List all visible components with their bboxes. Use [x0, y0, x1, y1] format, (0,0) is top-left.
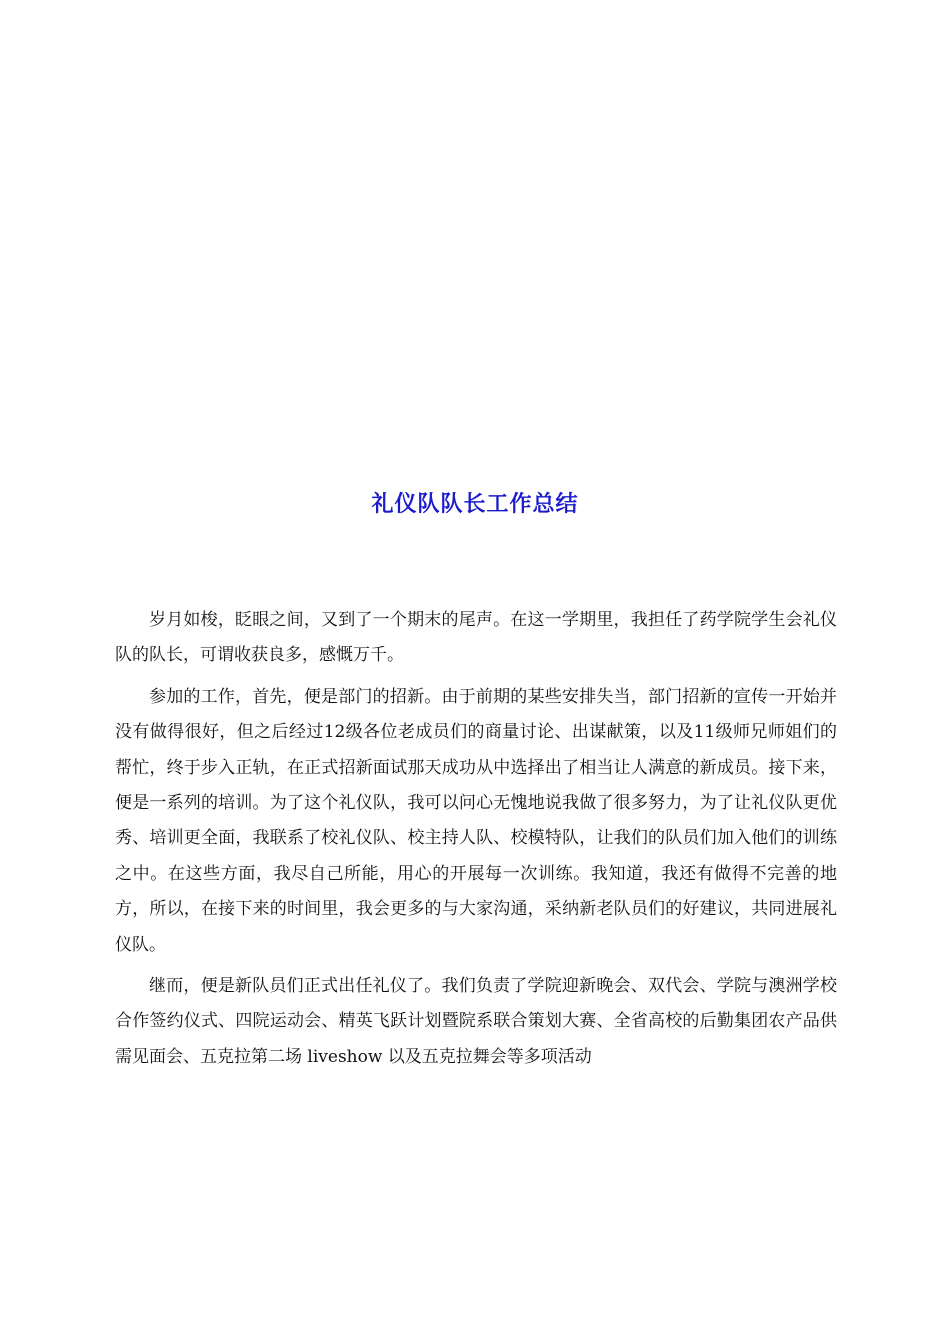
- paragraph-intro: 岁月如梭，眨眼之间，又到了一个期末的尾声。在这一学期里，我担任了药学院学生会礼仪队的队长，可谓收获良多，感慨万千。: [115, 610, 837, 666]
- paragraph-recruitment: 参加的工作，首先，便是部门的招新。由于前期的某些安排失当，部门招新的宣传一开始并没有做得很好，但之后经过12级各位老成员们的商量讨论、出谋献策，以及11级师兄师姐们的帮忙，终于步入正轨，在正式招新面试那天成功从中选择出了相当让人满意的新成员。接下来，便是一系列的培训。为了这个礼仪队，我可以问心无愧地说我做了很多努力，为了让礼仪队更优秀、培训更全面，我联系了校礼仪队、校主持人队、校模特队，让我们的队员们加入他们的训练之中。在这些方面，我尽自己所能，用心的开展每一次训练。我知道，我还有做得不完善的地方，所以，在接下来的时间里，我会更多的与大家沟通，采纳新老队员们的好建议，共同进展礼仪队。: [115, 686, 837, 955]
- document-title: 礼仪队队长工作总结: [371, 491, 579, 517]
- paragraph-etiquette-events: 继而，便是新队员们正式出任礼仪了。我们负责了学院迎新晚会、双代会、学院与澳洲学校合作签约仪式、四院运动会、精英飞跃计划暨院系联合策划大赛、全省高校的后勤集团农产品供需见面会、五克拉第二场 liveshow 以及五克拉舞会等多项活动: [115, 976, 837, 1067]
- document-body: [115, 603, 837, 1081]
